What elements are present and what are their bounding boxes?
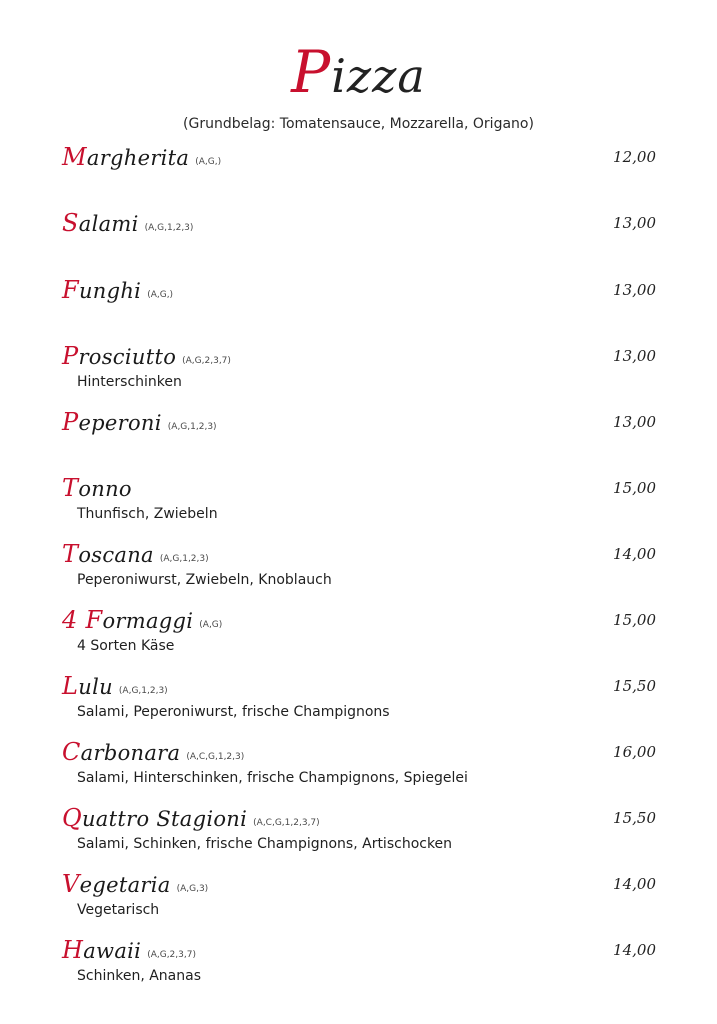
item-price: 15,00	[613, 611, 656, 629]
menu-item	[62, 735, 656, 795]
item-price: 12,00	[613, 148, 656, 166]
menu-item	[62, 206, 656, 266]
item-name: Prosciutto	[62, 342, 177, 370]
item-allergens: (A,G,)	[147, 290, 174, 300]
menu-item	[62, 669, 656, 729]
item-allergens: (A,G,2,3,7)	[147, 950, 196, 960]
item-name: Carbonara	[62, 738, 181, 766]
item-description: Salami, Schinken, frische Champignons, Artischocken	[77, 836, 453, 852]
item-description: Salami, Peperoniwurst, frische Champignons	[77, 704, 390, 720]
menu-item	[62, 471, 656, 531]
item-name: Salami	[62, 209, 139, 237]
item-name: Quattro Stagioni	[62, 804, 248, 832]
item-price: 13,00	[613, 347, 656, 365]
item-description: Thunfisch, Zwiebeln	[77, 506, 218, 522]
item-description: Peperoniwurst, Zwiebeln, Knoblauch	[77, 572, 332, 588]
menu-item	[62, 537, 656, 597]
menu-item	[62, 405, 656, 465]
item-price: 13,00	[613, 413, 656, 431]
item-description: Salami, Hinterschinken, frische Champignons, Spiegelei	[77, 770, 468, 786]
menu-item	[62, 867, 656, 927]
menu-item	[62, 339, 656, 399]
item-name: Funghi	[62, 276, 142, 304]
item-price: 14,00	[613, 875, 656, 893]
item-price: 16,00	[613, 743, 656, 761]
title-rest: izza	[331, 49, 426, 103]
page-title	[0, 38, 717, 106]
item-description: Hinterschinken	[77, 374, 182, 390]
item-description: 4 Sorten Käse	[77, 638, 175, 654]
menu-item	[62, 603, 656, 663]
item-allergens: (A,G)	[199, 620, 223, 630]
item-price: 14,00	[613, 941, 656, 959]
item-allergens: (A,G,3)	[176, 884, 209, 894]
menu-item	[62, 273, 656, 333]
item-allergens: (A,G,1,2,3)	[144, 223, 194, 233]
item-name: Hawaii	[62, 936, 142, 964]
item-name: Lulu	[62, 672, 113, 700]
item-price: 13,00	[613, 214, 656, 232]
item-name: Toscana	[62, 540, 154, 568]
item-price: 15,00	[613, 479, 656, 497]
item-name: Tonno	[62, 474, 132, 502]
item-name: 4 Formaggi	[62, 606, 194, 634]
base-toppings-note: (Grundbelag: Tomatensauce, Mozzarella, Origano)	[183, 116, 534, 132]
menu-item	[62, 140, 656, 200]
item-price: 15,50	[613, 677, 656, 695]
title-initial: P	[291, 38, 332, 106]
item-name: Vegetaria	[62, 870, 171, 898]
item-price: 14,00	[613, 545, 656, 563]
item-price: 13,00	[613, 281, 656, 299]
item-allergens: (A,G,1,2,3)	[167, 422, 217, 432]
item-price: 15,50	[613, 809, 656, 827]
item-allergens: (A,G,1,2,3)	[118, 686, 168, 696]
item-allergens: (A,G,2,3,7)	[182, 356, 231, 366]
item-name: Peperoni	[62, 408, 162, 436]
item-allergens: (A,G,1,2,3)	[159, 554, 209, 564]
item-name: Margherita	[62, 143, 190, 171]
item-allergens: (A,C,G,1,2,3,7)	[253, 818, 320, 828]
item-allergens: (A,G,)	[195, 157, 222, 167]
item-description: Vegetarisch	[77, 902, 160, 918]
menu-item	[62, 801, 656, 861]
item-description: Schinken, Ananas	[77, 968, 201, 984]
menu-item	[62, 933, 656, 993]
item-allergens: (A,C,G,1,2,3)	[186, 752, 245, 762]
